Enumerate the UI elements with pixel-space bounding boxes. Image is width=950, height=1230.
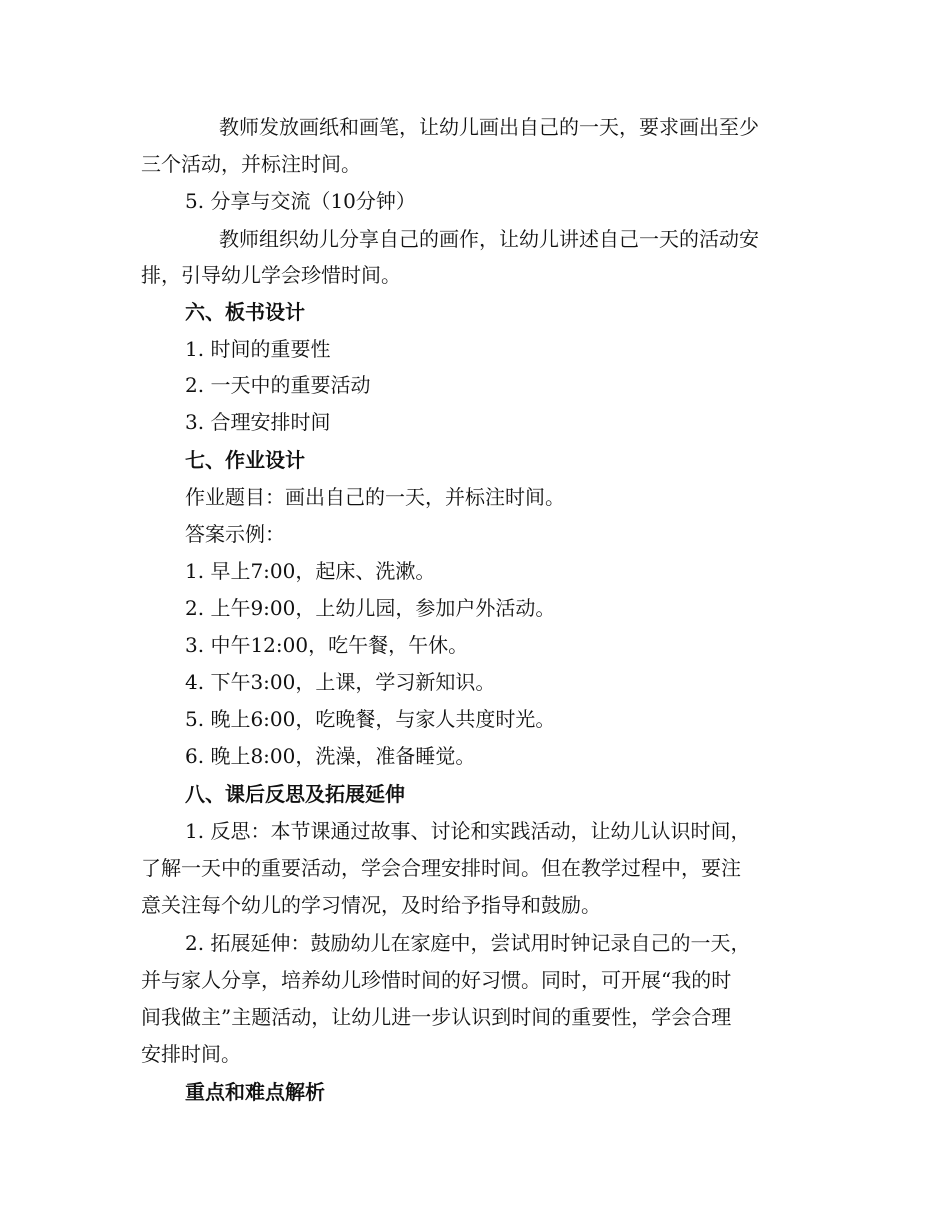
list-item: 1. 时间的重要性 <box>185 337 331 361</box>
paragraph-line: 2. 拓展延伸：鼓励幼儿在家庭中，尝试用时钟记录自己的一天， <box>185 931 751 955</box>
list-item: 3. 中午12:00，吃午餐，午休。 <box>185 633 469 657</box>
paragraph-line: 安排时间。 <box>141 1042 241 1066</box>
paragraph-line: 三个活动，并标注时间。 <box>141 152 361 176</box>
list-item: 3. 合理安排时间 <box>185 410 331 434</box>
paragraph-line: 教师组织幼儿分享自己的画作，让幼儿讲述自己一天的活动安 <box>219 227 759 251</box>
step-heading: 5. 分享与交流（10分钟） <box>185 189 416 213</box>
section-heading: 六、板书设计 <box>185 300 305 324</box>
section-heading: 七、作业设计 <box>185 448 305 472</box>
section-heading: 重点和难点解析 <box>185 1080 325 1104</box>
paragraph-line: 并与家人分享，培养幼儿珍惜时间的好习惯。同时，可开展“我的时 <box>141 968 732 992</box>
list-item: 6. 晚上8:00，洗澡，准备睡觉。 <box>185 744 476 768</box>
paragraph-line: 了解一天中的重要活动，学会合理安排时间。但在教学过程中，要注 <box>141 856 741 880</box>
paragraph-line: 间我做主”主题活动，让幼儿进一步认识到时间的重要性，学会合理 <box>141 1005 732 1029</box>
list-item: 2. 一天中的重要活动 <box>185 373 371 397</box>
paragraph-line: 意关注每个幼儿的学习情况，及时给予指导和鼓励。 <box>141 893 601 917</box>
paragraph-line: 教师发放画纸和画笔，让幼儿画出自己的一天，要求画出至少 <box>219 115 759 139</box>
list-item: 5. 晚上6:00，吃晚餐，与家人共度时光。 <box>185 707 556 731</box>
answer-label: 答案示例： <box>185 522 285 546</box>
homework-title: 作业题目：画出自己的一天，并标注时间。 <box>185 485 565 509</box>
list-item: 1. 早上7:00，起床、洗漱。 <box>185 559 436 583</box>
section-heading: 八、课后反思及拓展延伸 <box>185 782 405 806</box>
list-item: 2. 上午9:00，上幼儿园，参加户外活动。 <box>185 596 556 620</box>
paragraph-line: 排，引导幼儿学会珍惜时间。 <box>141 263 401 287</box>
list-item: 4. 下午3:00，上课，学习新知识。 <box>185 670 496 694</box>
paragraph-line: 1. 反思：本节课通过故事、讨论和实践活动，让幼儿认识时间， <box>185 819 751 843</box>
